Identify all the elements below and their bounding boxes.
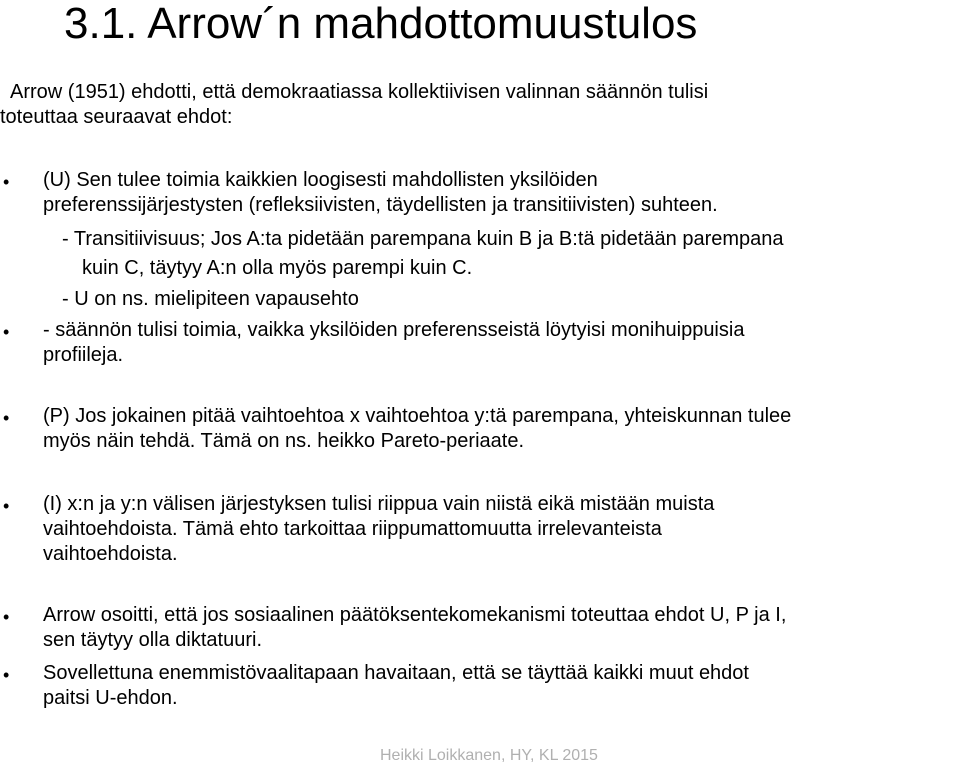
footer-credit: Heikki Loikkanen, HY, KL 2015 — [380, 747, 598, 764]
u-detail-line-1: - säännön tulisi toimia, vaikka yksilöiden preferensseistä löytyisi monihuippuisia — [43, 319, 745, 341]
bullet-icon: • — [3, 322, 10, 342]
conclusion-line-2: sen täytyy olla diktatuuri. — [43, 629, 262, 651]
u-detail-line-2: profiileja. — [43, 344, 124, 366]
transitivity-line-2: kuin C, täytyy A:n olla myös parempi kuin C. — [82, 257, 473, 279]
i-condition-line-1: (I) x:n ja y:n välisen järjestyksen tulisi riippua vain niistä eikä mistään muista — [43, 493, 715, 515]
bullet-icon: • — [3, 172, 10, 192]
bullet-icon: • — [3, 408, 10, 428]
majority-line-2: paitsi U-ehdon. — [43, 687, 178, 709]
u-alias-line: - U on ns. mielipiteen vapausehto — [62, 288, 359, 310]
bullet-icon: • — [3, 665, 10, 685]
transitivity-line-1: - Transitiivisuus; Jos A:ta pidetään parempana kuin B ja B:tä pidetään parempana — [62, 228, 784, 250]
majority-line-1: Sovellettuna enemmistövaalitapaan havaitaan, että se täyttää kaikki muut ehdot — [43, 662, 749, 684]
u-condition-line-1: (U) Sen tulee toimia kaikkien loogisesti mahdollisten yksilöiden — [43, 169, 598, 191]
bullet-icon: • — [3, 607, 10, 627]
i-condition-line-2: vaihtoehdoista. Tämä ehto tarkoittaa riippumattomuutta irrelevanteista — [43, 518, 662, 540]
slide-title: 3.1. Arrow´n mahdottomuustulos — [64, 0, 698, 48]
p-condition-line-2: myös näin tehdä. Tämä on ns. heikko Pareto-periaate. — [43, 430, 525, 452]
intro-line-2: toteuttaa seuraavat ehdot: — [0, 106, 233, 128]
bullet-icon: • — [3, 496, 10, 516]
p-condition-line-1: (P) Jos jokainen pitää vaihtoehtoa x vaihtoehtoa y:tä parempana, yhteiskunnan tulee — [43, 405, 792, 427]
u-condition-line-2: preferenssijärjestysten (refleksiivisten, täydellisten ja transitiivisten) suhteen. — [43, 194, 718, 216]
conclusion-line-1: Arrow osoitti, että jos sosiaalinen päätöksentekomekanismi toteuttaa ehdot U, P ja I, — [43, 604, 787, 626]
intro-line-1: Arrow (1951) ehdotti, että demokraatiassa kollektiivisen valinnan säännön tulisi — [10, 81, 709, 103]
i-condition-line-3: vaihtoehdoista. — [43, 543, 178, 565]
